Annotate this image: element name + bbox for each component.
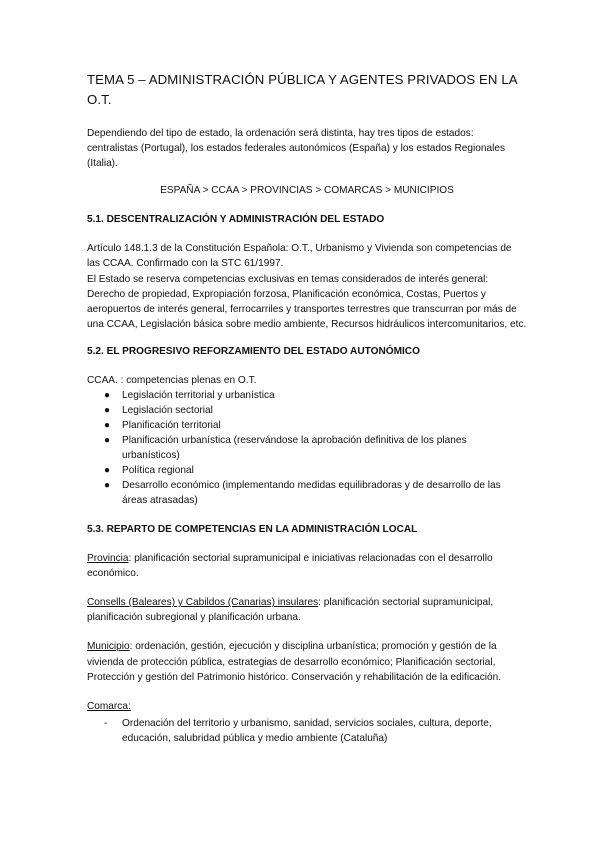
bullet-icon: ● [104,480,111,492]
section-1-paragraph-1: Artículo 148.1.3 de la Constitución Española: O.T., Urbanismo y Vivienda son competencias de las CCAA. Confirmado con la STC 61/1997. [87,243,512,270]
list-item [87,463,527,478]
bullet-icon: ● [104,405,111,417]
list-item-text: Planificación urbanística (reservándose la aprobación definitiva de los planes urbanísticos) [122,435,467,462]
municipio-label: Municipio [87,641,130,653]
list-item-text: Planificación territorial [122,420,221,432]
comarca-list [87,716,527,746]
provincia-paragraph [87,551,527,581]
list-item [87,403,527,418]
section-1-heading: 5.1. DESCENTRALIZACIÓN Y ADMINISTRACIÓN DEL ESTADO [87,214,385,226]
dash-icon: - [104,717,108,729]
section-2-lead: CCAA. : competencias plenas en O.T. [87,374,257,386]
municipio-paragraph [87,639,527,684]
comarca-label: Comarca: [87,700,131,712]
bullet-icon: ● [104,390,111,402]
list-item [87,388,527,403]
consells-paragraph [87,595,527,625]
section-2-heading: 5.2. EL PROGRESIVO REFORZAMIENTO DEL ESTADO AUTONÓMICO [87,345,420,357]
competencias-list [87,388,527,508]
document-page [87,70,527,746]
list-item [87,433,527,463]
list-item-text: Legislación sectorial [122,405,213,417]
page-title: TEMA 5 – ADMINISTRACIÓN PÚBLICA Y AGENTES PRIVADOS EN LA O.T. [87,72,517,107]
list-item [87,478,527,508]
section-3-heading: 5.3. REPARTO DE COMPETENCIAS EN LA ADMINISTRACIÓN LOCAL [87,524,418,536]
section-1-paragraph-2: El Estado se reserva competencias exclusivas en temas considerados de interés general: Derecho de propiedad, Expropiación forzosa, Planificación económica, Costas, Puertos y aeropuertos de interés general, ferrocarriles y transportes terrestres que transcurran por más de una CCAA, Legislación básica sobre medio ambiente, Recursos hidráulicos intercomunitarios, etc. [87,273,527,330]
provincia-text: : planificación sectorial supramunicipal e iniciativas relacionadas con el desarrollo económico. [87,553,493,580]
bullet-icon: ● [104,435,111,447]
consells-label: Consells (Baleares) y Cabildos (Canarias) insulares [87,597,319,609]
list-item-text: Desarrollo económico (implementando medidas equilibradoras y de desarrollo de las áreas atrasadas) [122,480,501,507]
consells-text: : planificación sectorial supramunicipal, planificación subregional y planificación urbana. [87,597,494,624]
hierarchy-line: ESPAÑA > CCAA > PROVINCIAS > COMARCAS > MUNICIPIOS [160,185,454,197]
intro-paragraph: Dependiendo del tipo de estado, la ordenación será distinta, hay tres tipos de estados: centralistas (Portugal), los estados federales autonómicos (España) y los estados Regionales (Italia). [87,128,505,170]
list-item [87,418,527,433]
list-item-text: Legislación territorial y urbanística [122,390,275,402]
municipio-text: : ordenación, gestión, ejecución y disciplina urbanística; promoción y gestión de la vivienda de protección pública, estrategias de desarrollo económico; Planificación sectorial, Protección y gestión del Patrimonio histórico. Conservación y rehabilitación de la edificación. [87,641,502,683]
list-item [87,716,527,746]
bullet-icon: ● [104,465,111,477]
section-1-body [87,241,527,332]
bullet-icon: ● [104,420,111,432]
list-item-text: Política regional [122,465,194,477]
list-item-text: Ordenación del territorio y urbanismo, sanidad, servicios sociales, cultura, deporte, educación, salubridad pública y medio ambiente (Cataluña) [122,717,492,744]
provincia-label: Provincia [87,553,129,565]
